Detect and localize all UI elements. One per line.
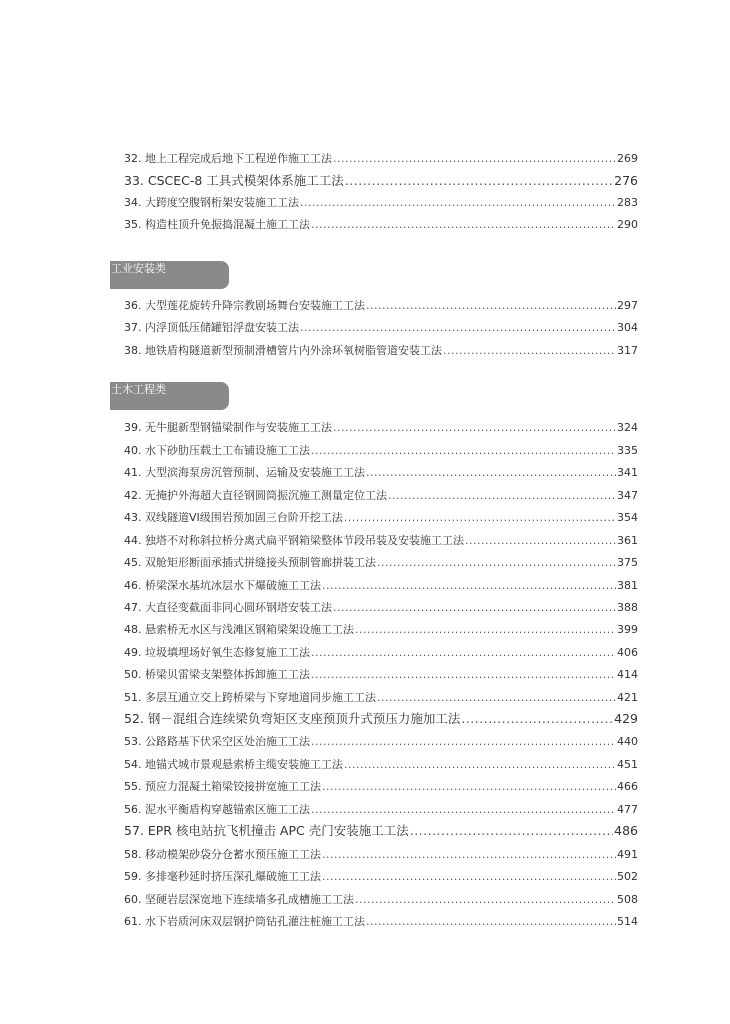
toc-entry-title: 40. 水下砂肋压载土工布铺设施工工法 xyxy=(124,444,310,457)
toc-entry-page: 466 xyxy=(617,780,638,793)
toc-entry-title: 35. 构造柱顶升免振捣混凝土施工工法 xyxy=(124,218,310,231)
dot-leader xyxy=(366,464,616,482)
toc-entry xyxy=(124,644,638,662)
toc-entry xyxy=(124,532,638,550)
toc-entry-page: 304 xyxy=(617,321,638,334)
dot-leader xyxy=(322,778,616,796)
dot-leader xyxy=(355,891,616,909)
dot-leader xyxy=(333,599,616,617)
toc-entry-page: 491 xyxy=(617,848,638,861)
toc-entry-page: 486 xyxy=(614,823,638,838)
toc-entry-title: 50. 桥梁贝雷梁支架整体拆卸施工工法 xyxy=(124,668,310,681)
toc-entry-page: 381 xyxy=(617,579,638,592)
toc-entry-title: 32. 地上工程完成后地下工程逆作施工工法 xyxy=(124,152,332,165)
toc-entry xyxy=(124,891,638,909)
toc-entry xyxy=(124,756,638,774)
dot-leader xyxy=(410,822,613,840)
section-label: 工业安装类 xyxy=(111,262,166,275)
toc-entry-title: 46. 桥梁深水基坑冰层水下爆破施工工法 xyxy=(124,579,321,592)
toc-entry-page: 283 xyxy=(617,196,638,209)
dot-leader xyxy=(461,710,613,728)
dot-leader xyxy=(344,756,616,774)
toc-entry-title: 41. 大型滨海泵房沉管预制、运输及安装施工工法 xyxy=(124,466,365,479)
section-header-civil xyxy=(110,382,229,410)
toc-entry xyxy=(124,846,638,864)
dot-leader xyxy=(311,442,616,460)
toc-entry-title: 34. 大跨度空腹钢桁架安装施工工法 xyxy=(124,196,299,209)
toc-entry-page: 508 xyxy=(617,893,638,906)
toc-entry-page: 514 xyxy=(617,915,638,928)
dot-leader xyxy=(465,532,616,550)
toc-entry-title: 49. 垃圾填埋场好氧生态修复施工工法 xyxy=(124,646,310,659)
toc-entry xyxy=(124,599,638,617)
toc-entry xyxy=(124,554,638,572)
toc-entry-page: 388 xyxy=(617,601,638,614)
toc-entry-title: 51. 多层互通立交上跨桥梁与下穿地道同步施工工法 xyxy=(124,691,376,704)
dot-leader xyxy=(333,150,616,168)
toc-entry-page: 324 xyxy=(617,421,638,434)
toc-entry-page: 335 xyxy=(617,444,638,457)
toc-entry-page: 297 xyxy=(617,299,638,312)
toc-entry xyxy=(124,577,638,595)
toc-entry-title: 38. 地铁盾构隧道新型预制滑槽管片内外涂环氧树脂管道安装工法 xyxy=(124,344,442,357)
toc-entry xyxy=(124,172,638,190)
toc-entry-page: 354 xyxy=(617,511,638,524)
toc-entry-title: 42. 无掩护外海超大直径钢圆筒振沉施工测量定位工法 xyxy=(124,489,387,502)
toc-entry-title: 55. 预应力混凝土箱梁铰接拼宽施工工法 xyxy=(124,780,321,793)
toc-entry xyxy=(124,509,638,527)
toc-entry-title: 33. CSCEC-8 工具式模架体系施工工法 xyxy=(124,173,344,188)
dot-leader xyxy=(311,733,616,751)
dot-leader xyxy=(322,846,616,864)
dot-leader xyxy=(377,689,616,707)
dot-leader xyxy=(366,913,616,931)
section-label: 土木工程类 xyxy=(111,383,166,396)
toc-entry-page: 341 xyxy=(617,466,638,479)
toc-entry-page: 276 xyxy=(614,173,638,188)
toc-entry-page: 399 xyxy=(617,623,638,636)
dot-leader xyxy=(300,319,616,337)
toc-entry-page: 502 xyxy=(617,870,638,883)
toc-entry xyxy=(124,666,638,684)
toc-entry-title: 61. 水下岩质河床双层钢护筒钻孔灌注桩施工工法 xyxy=(124,915,365,928)
toc-entry-page: 440 xyxy=(617,735,638,748)
toc-entry-page: 290 xyxy=(617,218,638,231)
dot-leader xyxy=(355,621,616,639)
dot-leader xyxy=(322,577,616,595)
toc-entry-page: 406 xyxy=(617,646,638,659)
section-header-industrial xyxy=(110,261,229,289)
toc-entry xyxy=(124,150,638,168)
dot-leader xyxy=(344,509,616,527)
dot-leader xyxy=(311,666,616,684)
toc-entry-title: 45. 双舱矩形断面承插式拼缝接头预制管廊拼装工法 xyxy=(124,556,376,569)
toc-entry-title: 58. 移动模架砂袋分仓蓄水预压施工工法 xyxy=(124,848,321,861)
toc-entry xyxy=(124,868,638,886)
toc-entry xyxy=(124,342,638,360)
toc-entry-page: 429 xyxy=(614,711,638,726)
dot-leader xyxy=(443,342,616,360)
toc-entry xyxy=(124,464,638,482)
toc-entry xyxy=(124,621,638,639)
toc-entry-title: 53. 公路路基下伏采空区处治施工工法 xyxy=(124,735,310,748)
toc-entry xyxy=(124,689,638,707)
toc-entry xyxy=(124,194,638,212)
toc-entry-title: 44. 独塔不对称斜拉桥分离式扁平钢箱梁整体节段吊装及安装施工工法 xyxy=(124,534,464,547)
dot-leader xyxy=(333,419,616,437)
toc-entry-title: 57. EPR 核电站抗飞机撞击 APC 壳门安装施工工法 xyxy=(124,823,409,838)
toc-entry xyxy=(124,487,638,505)
toc-entry xyxy=(124,913,638,931)
toc-entry xyxy=(124,710,638,728)
toc-entry-page: 347 xyxy=(617,489,638,502)
dot-leader xyxy=(311,644,616,662)
toc-entry-page: 477 xyxy=(617,803,638,816)
toc-entry-page: 361 xyxy=(617,534,638,547)
toc-entry-page: 317 xyxy=(617,344,638,357)
dot-leader xyxy=(311,216,616,234)
toc-entry xyxy=(124,822,638,840)
toc-entry-page: 451 xyxy=(617,758,638,771)
toc-entry-title: 39. 无牛腿新型钢锚梁制作与安装施工工法 xyxy=(124,421,332,434)
dot-leader xyxy=(322,868,616,886)
dot-leader xyxy=(377,554,616,572)
toc-entry-title: 52. 钢－混组合连续梁负弯矩区支座预顶升式预压力施加工法 xyxy=(124,711,461,726)
toc-entry-title: 43. 双线隧道VI级围岩预加固三台阶开挖工法 xyxy=(124,511,343,524)
dot-leader xyxy=(366,297,616,315)
toc-entry-page: 421 xyxy=(617,691,638,704)
toc-entry-title: 60. 坚硬岩层深宽地下连续墙多孔成槽施工工法 xyxy=(124,893,354,906)
toc-entry-title: 36. 大型莲花旋转升降宗教剧场舞台安装施工工法 xyxy=(124,299,365,312)
toc-entry-title: 47. 大直径变截面非同心圆环钢塔安装工法 xyxy=(124,601,332,614)
toc-entry xyxy=(124,297,638,315)
toc-entry xyxy=(124,442,638,460)
toc-entry xyxy=(124,319,638,337)
toc-entry xyxy=(124,733,638,751)
toc-entry-title: 56. 泥水平衡盾构穿越锚索区施工工法 xyxy=(124,803,310,816)
dot-leader xyxy=(388,487,616,505)
toc-entry xyxy=(124,801,638,819)
dot-leader xyxy=(345,172,613,190)
dot-leader xyxy=(300,194,616,212)
toc-entry xyxy=(124,216,638,234)
toc-entry-title: 54. 地锚式城市景观悬索桥主缆安装施工工法 xyxy=(124,758,343,771)
toc-entry xyxy=(124,419,638,437)
toc-entry-title: 37. 内浮顶低压储罐铝浮盘安装工法 xyxy=(124,321,299,334)
toc-entry-title: 59. 多排毫秒延时挤压深孔爆破施工工法 xyxy=(124,870,321,883)
toc-entry-page: 269 xyxy=(617,152,638,165)
toc-entry-title: 48. 悬索桥无水区与浅滩区钢箱梁架设施工工法 xyxy=(124,623,354,636)
dot-leader xyxy=(311,801,616,819)
toc-entry-page: 375 xyxy=(617,556,638,569)
toc-entry-page: 414 xyxy=(617,668,638,681)
toc-entry xyxy=(124,778,638,796)
